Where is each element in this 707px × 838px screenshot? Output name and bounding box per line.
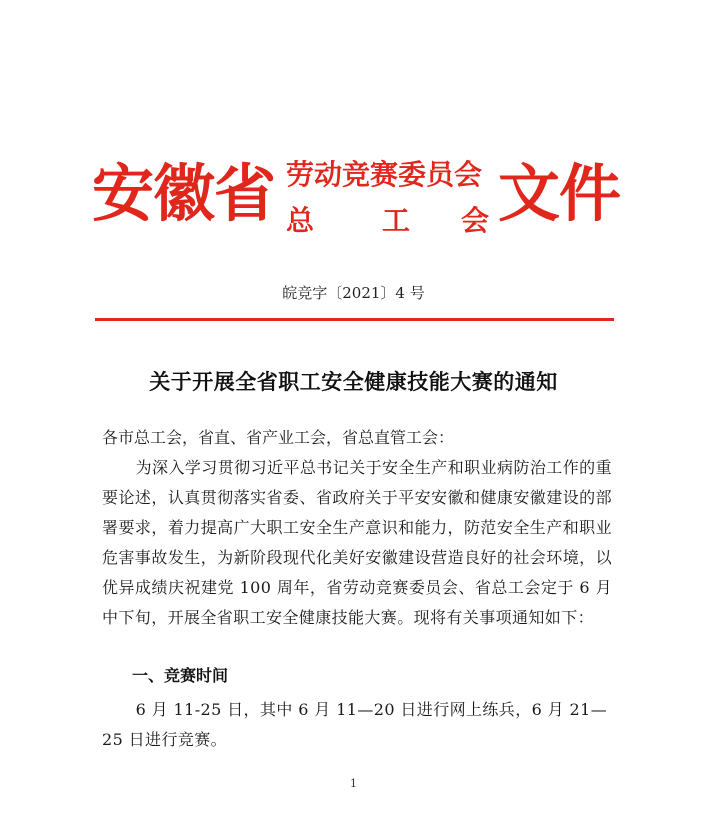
page-number: 1 (350, 777, 357, 790)
header-org-line1: 劳动竞赛委员会 (286, 158, 483, 191)
document-title: 关于开展全省职工安全健康技能大赛的通知 (149, 369, 558, 394)
header-org-line2-c: 会 (461, 204, 490, 237)
section-1-heading: 一、竞赛时间 (132, 666, 229, 685)
intro-paragraph: 为深入学习贯彻习近平总书记关于安全生产和职业病防治工作的重要论述，认真贯彻落实省委、省政府关于平安安徽和健康安徽建设的部署要求，着力提高广大职工安全生产意识和能力，防范安全生产和职业危害事故发生，为新阶段现代化美好安徽建设营造良好的社会环境，以优异成绩庆祝建党 100 周年，省劳动竞赛委员会、省总工会定于 6 月中下旬，开展全省职工安全健康技能大赛。现将有关事项通知如下： (102, 458, 612, 627)
document-number: 皖竞字〔2021〕4 号 (282, 284, 425, 302)
header-doc-type: 文件 (498, 157, 621, 230)
section-1-body: 6 月 11-25 日，其中 6 月 11—20 日进行网上练兵，6 月 21—25 日进行竞赛。 (102, 700, 608, 749)
header-org-line2-b: 工 (382, 204, 411, 237)
header-org-line2-a: 总 (286, 204, 315, 237)
header-province: 安徽省 (92, 157, 276, 230)
header-divider (95, 318, 614, 321)
addressee: 各市总工会，省直、省产业工会，省总直管工会： (102, 428, 455, 447)
